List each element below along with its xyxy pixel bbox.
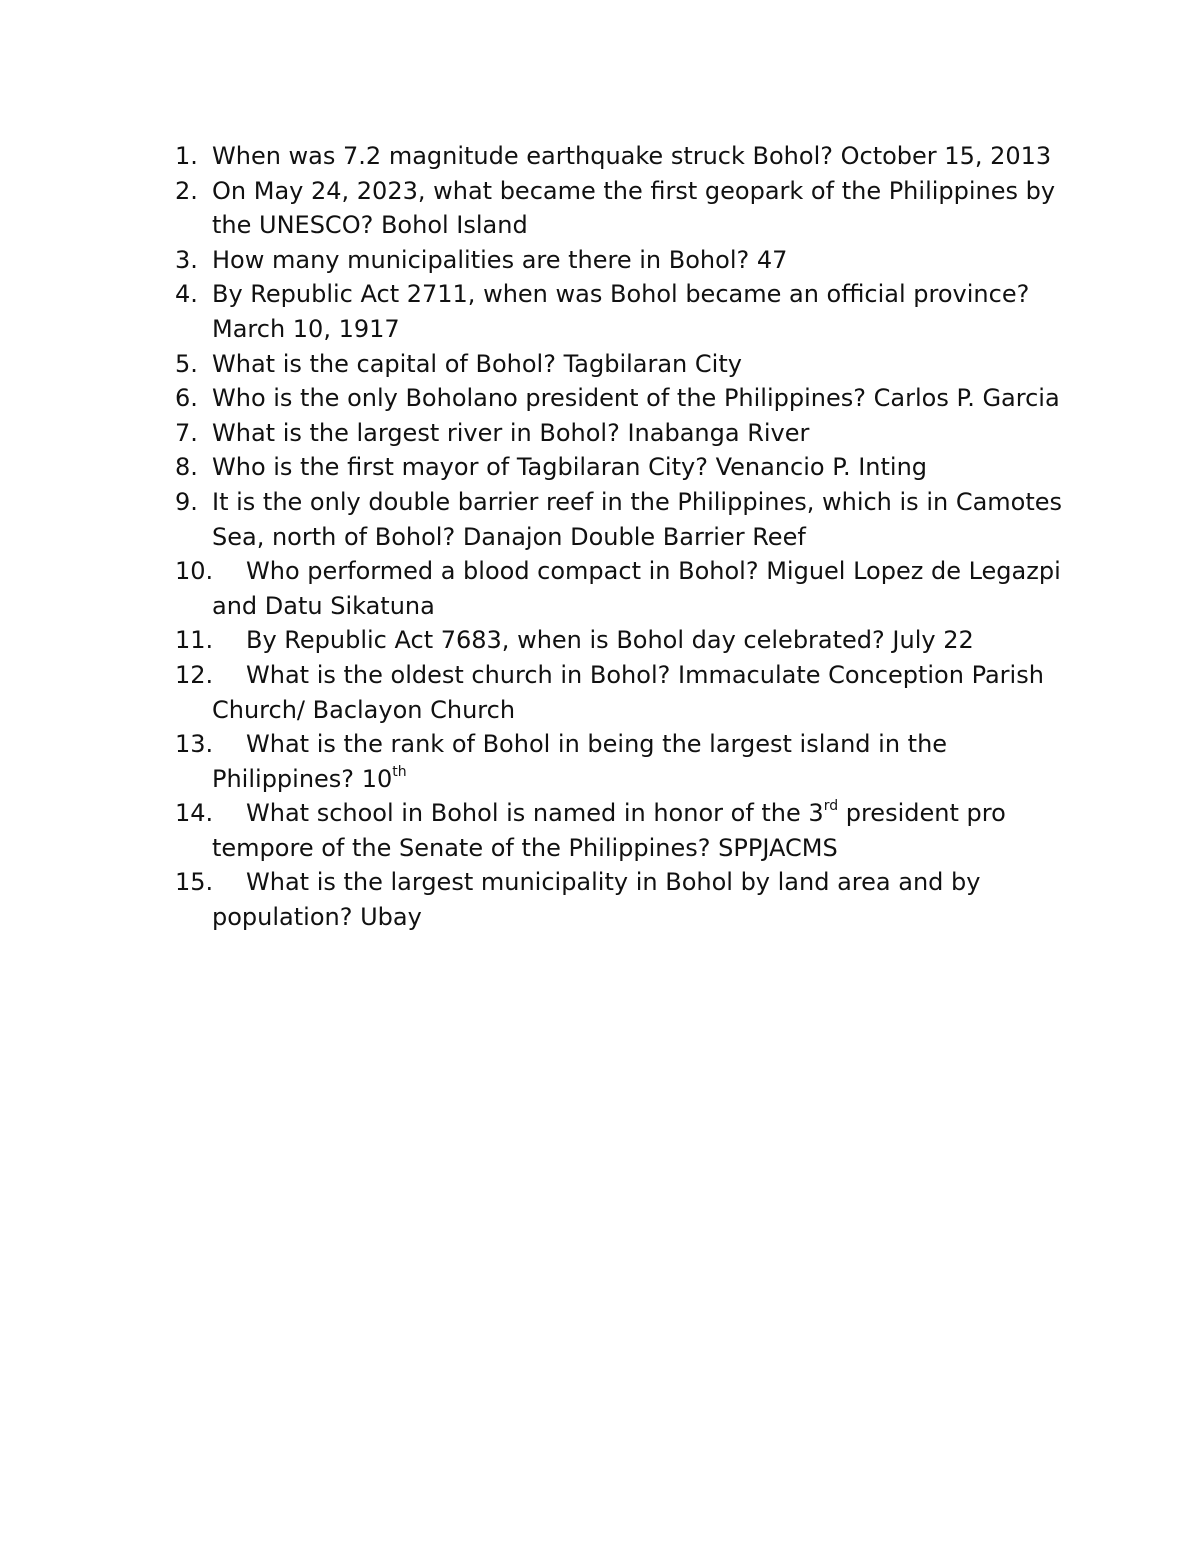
answer-text: Danajon Double Barrier Reef [462, 522, 806, 551]
question-text: What school in Bohol is named in honor of the 3rd president pro tempore of the Senate of the Philippines? [212, 798, 1006, 862]
item-number: 7. [175, 418, 198, 447]
answer-superscript: th [392, 763, 407, 780]
question-text: When was 7.2 magnitude earthquake struck Bohol? [212, 142, 833, 170]
list-item [175, 450, 1065, 485]
item-number: 3. [175, 245, 198, 274]
item-number: 2. [175, 176, 198, 205]
question-text: How many municipalities are there in Bohol? [212, 245, 750, 274]
answer-text: July 22 [892, 626, 974, 655]
answer-text: SPPJACMS [718, 833, 838, 862]
item-number: 9. [175, 487, 198, 516]
question-text: By Republic Act 2711, when was Bohol became an official province? [212, 280, 1030, 309]
question-text: Who performed a blood compact in Bohol? [246, 557, 759, 586]
question-text: Who is the first mayor of Tagbilaran City? [212, 453, 708, 482]
question-text: By Republic Act 7683, when is Bohol day celebrated? [246, 626, 885, 655]
item-number: 12. [175, 660, 214, 689]
answer-text: October 15, 2013 [840, 142, 1052, 170]
item-number: 4. [175, 280, 198, 309]
question-text: What is the largest river in Bohol? [212, 418, 620, 447]
question-text: Who is the only Boholano president of the Philippines? [212, 384, 866, 413]
question-list [175, 139, 1065, 935]
question-text: What is the capital of Bohol? [212, 349, 556, 378]
answer-text: March 10, 1917 [212, 314, 400, 343]
list-item [175, 139, 1065, 174]
question-text: What is the rank of Bohol in being the largest island in the Philippines? [212, 730, 948, 793]
question-text: It is the only double barrier reef in the Philippines, which is in Camotes Sea, north of Bohol? [212, 487, 1063, 551]
item-number: 8. [175, 453, 198, 482]
question-superscript: rd [823, 798, 839, 815]
list-item [175, 727, 1065, 796]
item-number: 11. [175, 626, 214, 655]
answer-text: Bohol Island [380, 211, 528, 240]
list-item [175, 347, 1065, 382]
item-number: 14. [175, 799, 214, 828]
list-item [175, 554, 1065, 623]
list-item [175, 623, 1065, 658]
question-text: What is the oldest church in Bohol? [246, 660, 671, 689]
answer-text: 47 [756, 245, 788, 274]
answer-text: 10th [361, 763, 407, 793]
list-item [175, 174, 1065, 243]
item-number: 15. [175, 868, 214, 897]
answer-text: Venancio P. Inting [715, 453, 928, 482]
list-item [175, 658, 1065, 727]
list-item [175, 243, 1065, 278]
item-number: 10. [175, 557, 214, 586]
question-text: What is the largest municipality in Bohol by land area and by population? [212, 868, 981, 932]
answer-text: Tagbilaran City [563, 349, 742, 378]
item-number: 1. [175, 142, 198, 170]
item-number: 13. [175, 730, 214, 759]
question-text: On May 24, 2023, what became the first geopark of the Philippines by the UNESCO? [212, 176, 1056, 240]
list-item [175, 381, 1065, 416]
list-item [175, 485, 1065, 554]
list-item [175, 277, 1065, 346]
answer-text: Miguel Lopez de Legazpi and Datu Sikatuna [212, 557, 1061, 620]
answer-text: Ubay [360, 903, 422, 932]
answer-text: Immaculate Conception Parish Church/ Baclayon Church [212, 660, 1044, 724]
list-item [175, 416, 1065, 451]
list-item [175, 796, 1065, 865]
list-item [175, 865, 1065, 934]
item-number: 5. [175, 349, 198, 378]
answer-text: Carlos P. Garcia [873, 384, 1060, 413]
item-number: 6. [175, 384, 198, 413]
answer-text: Inabanga River [627, 418, 810, 447]
